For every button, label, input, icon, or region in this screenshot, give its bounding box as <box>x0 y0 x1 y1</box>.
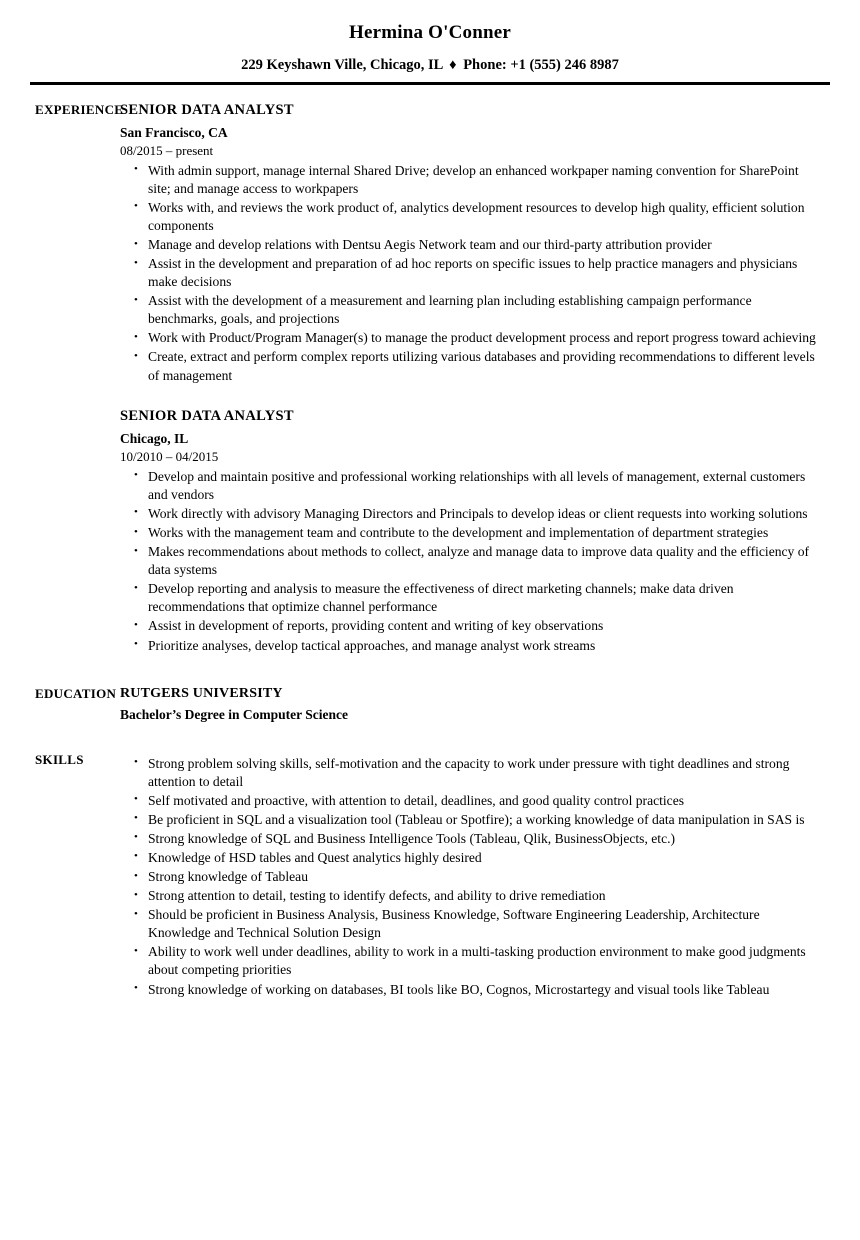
skill-bullet: • Self motivated and proactive, with attention to detail, deadlines, and good quality control practices <box>120 792 822 810</box>
job-title: SENIOR DATA ANALYST <box>120 407 294 424</box>
section-label-experience: EXPERIENCE <box>35 101 124 117</box>
job-entry <box>120 102 822 385</box>
education-label-column <box>0 686 120 702</box>
job-dates: 08/2015 – present <box>120 143 214 159</box>
job-entry <box>120 408 822 655</box>
skill-bullet: • Ability to work well under deadlines, ability to work in a multi-tasking production environment to make good judgments about competing priorities <box>120 943 822 979</box>
skill-bullet: • Strong attention to detail, testing to identify defects, and ability to drive remediation <box>120 887 822 905</box>
job-bullet: • Manage and develop relations with Dentsu Aegis Network team and our third-party attribution provider <box>120 236 822 254</box>
job-dates: 10/2010 – 04/2015 <box>120 449 219 465</box>
job-location: San Francisco, CA <box>120 124 228 140</box>
job-bullet: • Develop and maintain positive and professional working relationships with all levels of management, external customers and vendors <box>120 468 822 504</box>
job-bullet: • Work with Product/Program Manager(s) to manage the product development process and report progress toward achieving <box>120 329 822 347</box>
job-bullet-list <box>120 468 822 655</box>
section-experience <box>0 102 860 655</box>
job-bullet: • Work directly with advisory Managing Directors and Principals to develop ideas or client requests into working solutions <box>120 505 822 523</box>
education-degree: Bachelor’s Degree in Computer Science <box>120 707 348 723</box>
skill-bullet: • Strong knowledge of SQL and Business Intelligence Tools (Tableau, Qlik, BusinessObjects, etc.) <box>120 830 822 848</box>
education-school: RUTGERS UNIVERSITY <box>120 685 283 701</box>
section-education <box>0 686 860 724</box>
job-bullet: • Prioritize analyses, develop tactical approaches, and manage analyst work streams <box>120 637 822 655</box>
job-bullet: • Develop reporting and analysis to measure the effectiveness of direct marketing channels; make data driven recommendations that optimize channel performance <box>120 580 822 616</box>
contact-phone: Phone: +1 (555) 246 8987 <box>463 56 619 73</box>
skill-bullet: • Strong knowledge of working on databases, BI tools like BO, Cognos, Microstartegy and visual tools like Tableau <box>120 981 822 999</box>
diamond-separator-icon: ♦ <box>449 56 457 73</box>
job-title: SENIOR DATA ANALYST <box>120 101 294 118</box>
header-divider <box>30 82 830 85</box>
education-content <box>120 686 860 724</box>
job-location: Chicago, IL <box>120 431 189 447</box>
experience-label-column <box>0 101 124 118</box>
resume-body <box>0 102 860 999</box>
job-bullet: • Assist in development of reports, providing content and writing of key observations <box>120 617 822 635</box>
skill-bullet: • Strong knowledge of Tableau <box>120 868 822 886</box>
job-bullet: • With admin support, manage internal Shared Drive; develop an enhanced workpaper naming convention for SharePoint site; and manage access to workpapers <box>120 162 822 198</box>
job-bullet: • Assist with the development of a measurement and learning plan including establishing campaign performance benchmarks, goals, and projections <box>120 292 822 328</box>
contact-line <box>0 57 860 74</box>
job-bullet: • Create, extract and perform complex reports utilizing various databases and providing recommendations to different levels of management <box>120 348 822 384</box>
job-bullet: • Makes recommendations about methods to collect, analyze and manage data to improve data quality and the efficiency of data systems <box>120 543 822 579</box>
skill-bullet: • Strong problem solving skills, self-motivation and the capacity to work under pressure with tight deadlines and strong attention to detail <box>120 755 822 791</box>
skills-label-column <box>0 752 120 768</box>
section-skills <box>0 752 860 999</box>
skills-bullet-list <box>120 755 822 999</box>
section-label-education: EDUCATION <box>35 685 117 701</box>
section-label-skills: SKILLS <box>35 751 84 767</box>
skill-bullet: • Should be proficient in Business Analysis, Business Knowledge, Software Engineering Leadership, Architecture Knowledge and Technical Solution Design <box>120 906 822 942</box>
skill-bullet: • Knowledge of HSD tables and Quest analytics highly desired <box>120 849 822 867</box>
skill-bullet: • Be proficient in SQL and a visualization tool (Tableau or Spotfire); a working knowledge of data manipulation in SAS is <box>120 811 822 829</box>
job-bullet: • Works with, and reviews the work product of, analytics development resources to develop high quality, efficient solution components <box>120 199 822 235</box>
contact-address: 229 Keyshawn Ville, Chicago, IL <box>241 56 443 73</box>
skills-content <box>120 752 860 999</box>
job-bullet: • Works with the management team and contribute to the development and implementation of department strategies <box>120 524 822 542</box>
resume-header <box>0 0 860 85</box>
candidate-name: Hermina O'Conner <box>348 22 512 43</box>
job-bullet: • Assist in the development and preparation of ad hoc reports on specific issues to help practice managers and physicians make decisions <box>120 255 822 291</box>
job-bullet-list <box>120 162 822 385</box>
experience-content <box>120 102 860 655</box>
